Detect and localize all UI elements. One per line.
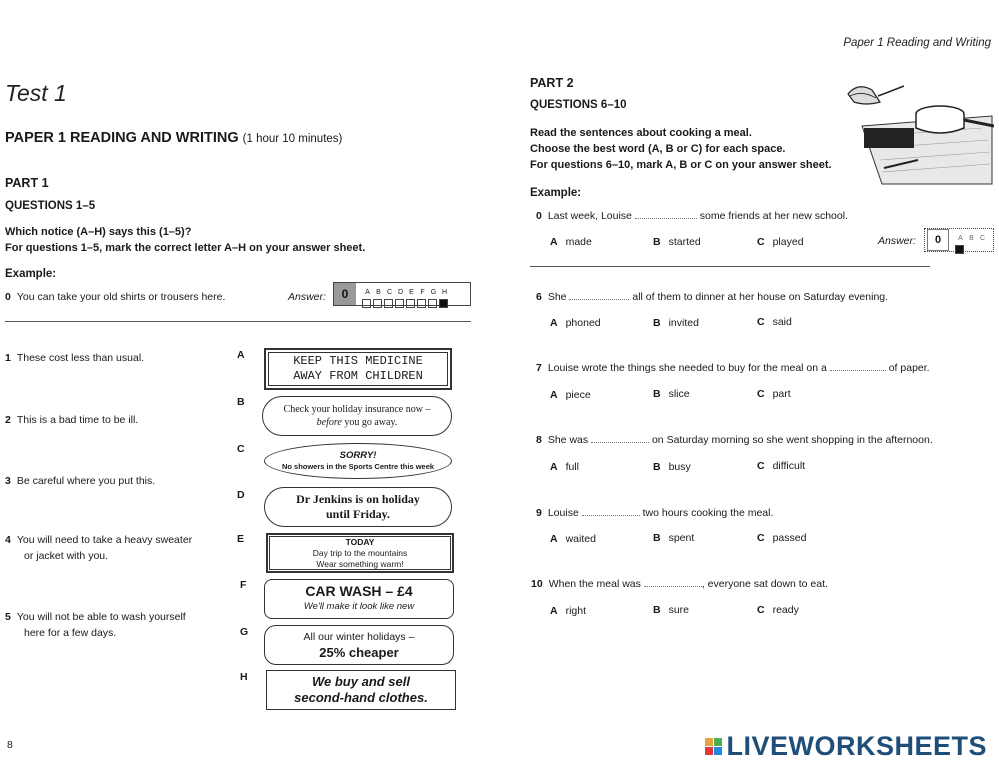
part2-example [536, 208, 848, 224]
sentence-before: Last week, Louise [547, 210, 632, 222]
sentence-before: She was [547, 434, 589, 446]
option-letter: C [757, 388, 765, 400]
notice-f [264, 579, 454, 619]
question-6 [536, 289, 888, 305]
part1-instruction-1: Which notice (A–H) says this (1–5)? [5, 226, 192, 238]
part2-instruction-1: Read the sentences about cooking a meal. [530, 127, 752, 139]
option-letter: A [550, 317, 558, 329]
notice-line: Check your holiday insurance now – [283, 404, 431, 415]
liveworksheets-logo-icon [705, 738, 722, 755]
question-8-option-a [550, 461, 579, 473]
question-number: 0 [536, 210, 542, 222]
part2-questions-heading: QUESTIONS 6–10 [530, 99, 627, 111]
question-text: You will need to take a heavy sweater [16, 534, 193, 546]
sentence-after: of paper. [888, 362, 930, 374]
sentence-after: two hours cooking the meal. [642, 507, 774, 519]
sentence-before: Louise [547, 507, 579, 519]
notice-letter-b: B [237, 396, 245, 408]
answer-grid-boxes [955, 245, 988, 254]
option-text: piece [565, 389, 591, 401]
notice-emphasis: before [316, 417, 342, 428]
answer-number-box [927, 229, 949, 251]
grid-letter: E [409, 288, 414, 296]
option-text: right [565, 605, 587, 617]
sentence-before: Louise wrote the things she needed to buy for the meal on a [547, 362, 827, 374]
option-text: busy [668, 461, 691, 473]
option-letter: A [550, 533, 558, 545]
grid-letter: B [969, 234, 974, 242]
question-number: 0 [5, 291, 11, 303]
part1-divider [5, 321, 471, 322]
option-letter: C [757, 604, 765, 616]
part2-instruction-3: For questions 6–10, mark A, B or C on your answer sheet. [530, 159, 832, 171]
part1-example [5, 289, 225, 305]
option-text: part [772, 388, 791, 400]
notice-a [264, 348, 452, 390]
paper-title-text: PAPER 1 READING AND WRITING [5, 130, 239, 146]
question-10-option-b [653, 604, 689, 616]
option-letter: B [653, 317, 661, 329]
notice-h [266, 670, 456, 710]
part1-instructions [5, 224, 365, 256]
option-text: phoned [565, 317, 601, 329]
notice-line: Dr Jenkins is on holiday [296, 492, 420, 506]
notice-line: All our winter holidays – [303, 631, 415, 643]
liveworksheets-logo[interactable] [705, 731, 987, 762]
part1-instruction-2: For questions 1–5, mark the correct letter A–H on your answer sheet. [5, 242, 366, 254]
sentence-after: on Saturday morning so she went shopping in the afternoon. [651, 434, 933, 446]
grid-letter: H [441, 288, 448, 296]
option-text: started [668, 236, 701, 248]
option-text: difficult [772, 460, 806, 472]
question-2 [5, 412, 138, 428]
question-6-option-c [757, 316, 792, 328]
notice-c [264, 443, 452, 479]
option-letter: C [757, 236, 765, 248]
option-letter: A [550, 389, 558, 401]
gap [644, 578, 702, 587]
gap [591, 434, 649, 443]
notice-line: Wear something warm! [316, 558, 404, 569]
notice-text: you go away. [341, 417, 398, 428]
part2-answer-label: Answer: [878, 235, 916, 247]
question-7-option-a [550, 389, 591, 401]
notice-line: SORRY! [339, 450, 377, 461]
question-number: 1 [5, 352, 11, 364]
part1-example-label: Example: [5, 268, 57, 280]
option-letter: A [550, 461, 558, 473]
sentence-after: , everyone sat down to eat. [701, 578, 828, 590]
question-9-option-a [550, 533, 596, 545]
part1-heading: PART 1 [5, 176, 49, 190]
part1-answer-grid [333, 282, 471, 306]
question-3 [5, 473, 155, 489]
gap [830, 362, 886, 371]
question-number: 6 [536, 291, 542, 303]
page-number: 8 [7, 739, 13, 751]
answer-number: 0 [341, 287, 349, 301]
test-title: Test 1 [5, 80, 67, 106]
option-letter: B [653, 388, 661, 400]
option-letter: A [550, 236, 558, 248]
notice-line: second-hand clothes. [294, 690, 428, 705]
running-header: Paper 1 Reading and Writing [843, 37, 991, 49]
question-7-option-b [653, 388, 690, 400]
option-letter: B [653, 532, 661, 544]
notice-line: Day trip to the mountains [312, 547, 408, 558]
notice-g [264, 625, 454, 665]
notice-letter-g: G [240, 626, 249, 638]
question-number: 4 [5, 534, 11, 546]
notice-line: 25% cheaper [319, 645, 399, 660]
option-text: said [772, 316, 792, 328]
part2-heading: PART 2 [530, 76, 574, 90]
question-7 [536, 360, 930, 376]
question-number: 10 [531, 578, 543, 590]
answer-cell-d [395, 299, 404, 308]
question-number: 8 [536, 434, 542, 446]
question-6-option-a [550, 317, 601, 329]
question-7-option-c [757, 388, 791, 400]
option-letter: A [550, 605, 558, 617]
notice-letter-a: A [237, 349, 245, 361]
notice-letter-h: H [240, 671, 248, 683]
option-text: ready [772, 604, 799, 616]
answer-grid-letters [955, 227, 988, 245]
part2-divider [530, 266, 930, 267]
question-text: These cost less than usual. [16, 352, 145, 364]
question-text: You will not be able to wash yourself [16, 611, 186, 623]
notice-e [266, 533, 454, 573]
notice-letter-c: C [237, 443, 245, 455]
part2-answer-grid [924, 228, 994, 252]
cooking-illustration [842, 76, 994, 188]
answer-cell-f [417, 299, 426, 308]
question-9-option-c [757, 532, 806, 544]
option-letter: B [653, 236, 661, 248]
question-number: 9 [536, 507, 542, 519]
paper-duration: (1 hour 10 minutes) [242, 133, 343, 145]
notice-line: until Friday. [325, 507, 390, 521]
grid-letter: C [979, 234, 986, 242]
answer-grid-letters [362, 281, 450, 299]
question-10-option-c [757, 604, 799, 616]
question-number: 2 [5, 414, 11, 426]
part1-questions-heading: QUESTIONS 1–5 [5, 200, 96, 212]
question-5 [5, 609, 186, 641]
notice-line: AWAY FROM CHILDREN [293, 369, 423, 383]
notice-line [317, 416, 398, 429]
example-option-c [757, 236, 804, 248]
logo-text: LIVEWORKSHEETS [726, 731, 987, 761]
question-8-option-b [653, 461, 691, 473]
answer-number: 0 [934, 234, 942, 246]
question-text: This is a bad time to be ill. [16, 414, 139, 426]
answer-grid-cells [955, 227, 988, 254]
option-text: sure [668, 604, 690, 616]
part1-answer-label: Answer: [288, 291, 326, 303]
notice-letter-d: D [237, 489, 245, 501]
option-text: made [565, 236, 592, 248]
question-10-option-a [550, 605, 586, 617]
gap [582, 507, 640, 516]
question-9 [536, 505, 773, 521]
grid-letter: B [376, 288, 381, 296]
paper-title [5, 130, 342, 146]
grid-letter: F [420, 288, 425, 296]
question-text-line2: or jacket with you. [24, 550, 109, 562]
notice-line: We'll make it look like new [303, 601, 415, 612]
answer-cell [955, 245, 964, 254]
notice-b [262, 396, 452, 436]
notice-letter-f: F [240, 579, 247, 591]
question-10 [531, 576, 828, 592]
part2-example-label: Example: [530, 187, 582, 199]
grid-letter: A [365, 288, 370, 296]
answer-cell-g [428, 299, 437, 308]
option-text: spent [668, 532, 695, 544]
grid-letter: C [386, 288, 393, 296]
option-letter: C [757, 460, 765, 472]
answer-cell-c [384, 299, 393, 308]
question-number: 7 [536, 362, 542, 374]
option-text: waited [565, 533, 596, 545]
part2-instructions [530, 125, 832, 173]
option-text: full [565, 461, 580, 473]
answer-grid-boxes [362, 299, 450, 308]
gap [569, 291, 629, 300]
answer-cell-h [439, 299, 448, 308]
question-9-option-b [653, 532, 694, 544]
answer-cell-e [406, 299, 415, 308]
option-letter: B [653, 604, 661, 616]
notice-line: CAR WASH – £4 [305, 583, 413, 599]
question-text-line2: here for a few days. [24, 627, 117, 639]
answer-cell-a [362, 299, 371, 308]
part2-instruction-2: Choose the best word (A, B or C) for each space. [530, 143, 786, 155]
option-text: passed [772, 532, 807, 544]
grid-letter: G [430, 288, 437, 296]
question-4 [5, 532, 192, 564]
option-letter: C [757, 316, 765, 328]
notice-letter-e: E [237, 533, 245, 545]
question-number: 5 [5, 611, 11, 623]
option-text: played [772, 236, 804, 248]
example-text: You can take your old shirts or trousers here. [16, 291, 226, 303]
notice-d [264, 487, 452, 527]
grid-letter: D [397, 288, 404, 296]
option-letter: C [757, 532, 765, 544]
sentence-before: When the meal was [548, 578, 641, 590]
notice-line: We buy and sell [311, 674, 410, 689]
question-number: 3 [5, 475, 11, 487]
question-8 [536, 432, 933, 448]
gap [635, 210, 697, 219]
notice-line: TODAY [345, 536, 375, 547]
option-letter: B [653, 461, 661, 473]
notice-line: No showers in the Sports Centre this week [281, 462, 435, 471]
option-text: slice [668, 388, 690, 400]
grid-letter: A [958, 234, 963, 242]
answer-cell-b [373, 299, 382, 308]
example-option-a [550, 236, 592, 248]
answer-number-box [334, 283, 356, 305]
answer-grid-cells [362, 281, 450, 308]
sentence-after: all of them to dinner at her house on Saturday evening. [632, 291, 889, 303]
question-6-option-b [653, 317, 699, 329]
sentence-after: some friends at her new school. [699, 210, 848, 222]
question-text: Be careful where you put this. [16, 475, 156, 487]
example-option-b [653, 236, 701, 248]
notice-line: KEEP THIS MEDICINE [293, 354, 423, 368]
option-text: invited [668, 317, 699, 329]
question-8-option-c [757, 460, 805, 472]
sentence-before: She [547, 291, 567, 303]
question-1 [5, 350, 144, 366]
